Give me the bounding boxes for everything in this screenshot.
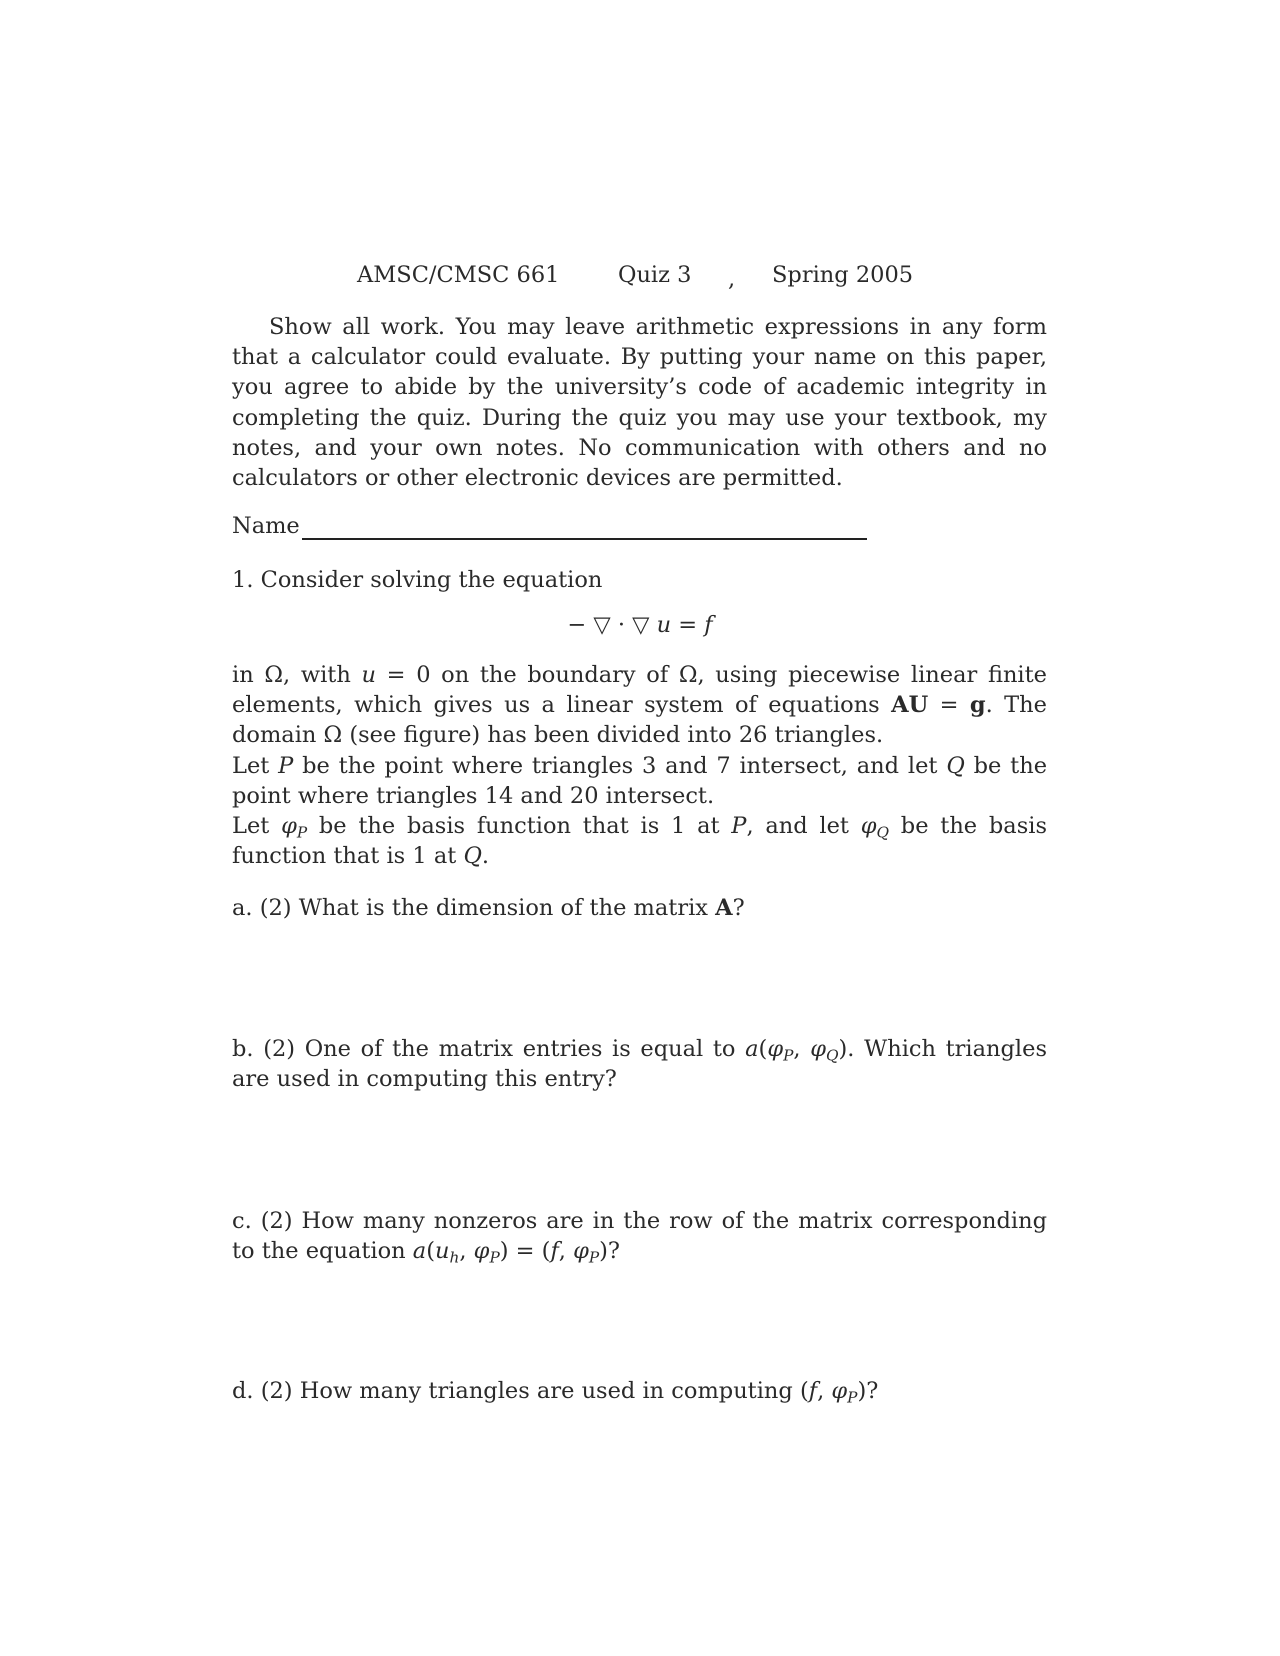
body-text: be the basis function that is 1 at (232, 813, 1047, 870)
body-text: be the basis function that is 1 at (307, 813, 732, 840)
body-text: , and let (746, 813, 861, 840)
math-phi: φ (573, 1238, 589, 1265)
math-paren: ) (838, 1036, 848, 1062)
equation-rhs: f (704, 612, 713, 638)
body-text: be the point where triangles 3 and 7 intersect, and let (293, 752, 947, 779)
part-b-text: . Which triangles are used in computing this entry? (232, 1036, 1047, 1093)
part-d-text: d. (2) How many triangles are used in computing ( (232, 1378, 809, 1404)
math-f: f (808, 1378, 818, 1404)
body-text: . (481, 843, 490, 870)
name-input-line[interactable] (302, 538, 867, 540)
math-u: u (361, 662, 376, 688)
part-c-text: )? (599, 1238, 620, 1265)
equation-variable: u (656, 612, 672, 638)
question-part-d (232, 1376, 1047, 1406)
quiz-header (0, 262, 1280, 294)
math-subscript: P (296, 823, 308, 842)
body-text: . The domain Ω (see figure) has been divided into 26 triangles. (232, 692, 1047, 749)
math-subscript: P (588, 1248, 600, 1267)
question-part-b (232, 1034, 1047, 1094)
part-b-text: b. (2) One of the matrix entries is equal to (232, 1036, 746, 1062)
math-AU: AU (891, 692, 929, 719)
part-c-text: c. (2) How many nonzeros are in the row of the matrix corresponding to the equation (232, 1208, 1047, 1265)
header-separator: , (728, 266, 736, 292)
math-subscript: P (489, 1248, 500, 1267)
equation-equals: = (678, 612, 698, 638)
question-part-a (232, 893, 1047, 923)
math-A: A (715, 895, 733, 921)
math-phi: φ (810, 1036, 826, 1062)
math-f: f (550, 1238, 559, 1265)
body-text: in Ω, with (232, 662, 362, 688)
math-paren: ( (758, 1036, 768, 1062)
course-code: AMSC/CMSC 661 (357, 262, 560, 288)
part-d-text: )? (857, 1378, 879, 1404)
quiz-number: Quiz 3 (618, 262, 692, 288)
math-P: P (731, 813, 747, 840)
math-comma: , (558, 1238, 574, 1265)
math-a: a (412, 1238, 427, 1265)
math-P: P (278, 752, 294, 779)
body-text: Let (232, 813, 282, 840)
question-1-body (232, 660, 1047, 871)
math-paren: ( (426, 1238, 435, 1265)
math-u: u (435, 1238, 450, 1265)
math-subscript: h (449, 1248, 460, 1267)
part-a-text: ? (732, 895, 745, 921)
math-comma: , (817, 1378, 832, 1404)
math-phi: φ (281, 813, 297, 840)
equation-operator: − ▽ · ▽ (567, 612, 650, 638)
math-g: g (969, 692, 986, 719)
pde-equation (0, 612, 1280, 638)
body-text: = (928, 692, 970, 719)
math-comma: , (459, 1238, 474, 1265)
question-1-intro: 1. Consider solving the equation (232, 567, 603, 593)
math-subscript: Q (876, 823, 890, 842)
math-comma: , (793, 1036, 811, 1062)
term: Spring 2005 (772, 262, 914, 288)
name-label: Name (232, 513, 300, 539)
math-equals: ) = ( (499, 1238, 551, 1265)
math-Q: Q (946, 752, 965, 779)
math-subscript: Q (825, 1046, 839, 1065)
body-text: Let (232, 752, 279, 779)
math-phi: φ (473, 1238, 490, 1265)
instructions-paragraph: Show all work. You may leave arithmetic expressions in any form that a calculator could evaluate. By putting your name on this paper, you agree to abide by the university’s code of academic integrity in completing the quiz. During the quiz you may use your textbook, my notes, and your own notes. No communication with others and no calculators or other electronic devices are permitted. (232, 314, 1047, 492)
math-subscript: P (783, 1046, 794, 1065)
math-Q: Q (463, 843, 482, 870)
part-a-text: a. (2) What is the dimension of the matrix (232, 895, 716, 921)
math-phi: φ (767, 1036, 784, 1062)
question-part-c (232, 1206, 1047, 1266)
math-a: a (745, 1036, 759, 1062)
math-subscript: P (847, 1388, 858, 1407)
body-text: be the point where triangles 14 and 20 intersect. (232, 752, 1048, 809)
body-text: = 0 on the boundary of Ω, using piecewise linear finite elements, which gives us a linear system of equations (232, 662, 1047, 719)
math-phi: φ (831, 1378, 848, 1404)
math-phi: φ (860, 813, 877, 840)
